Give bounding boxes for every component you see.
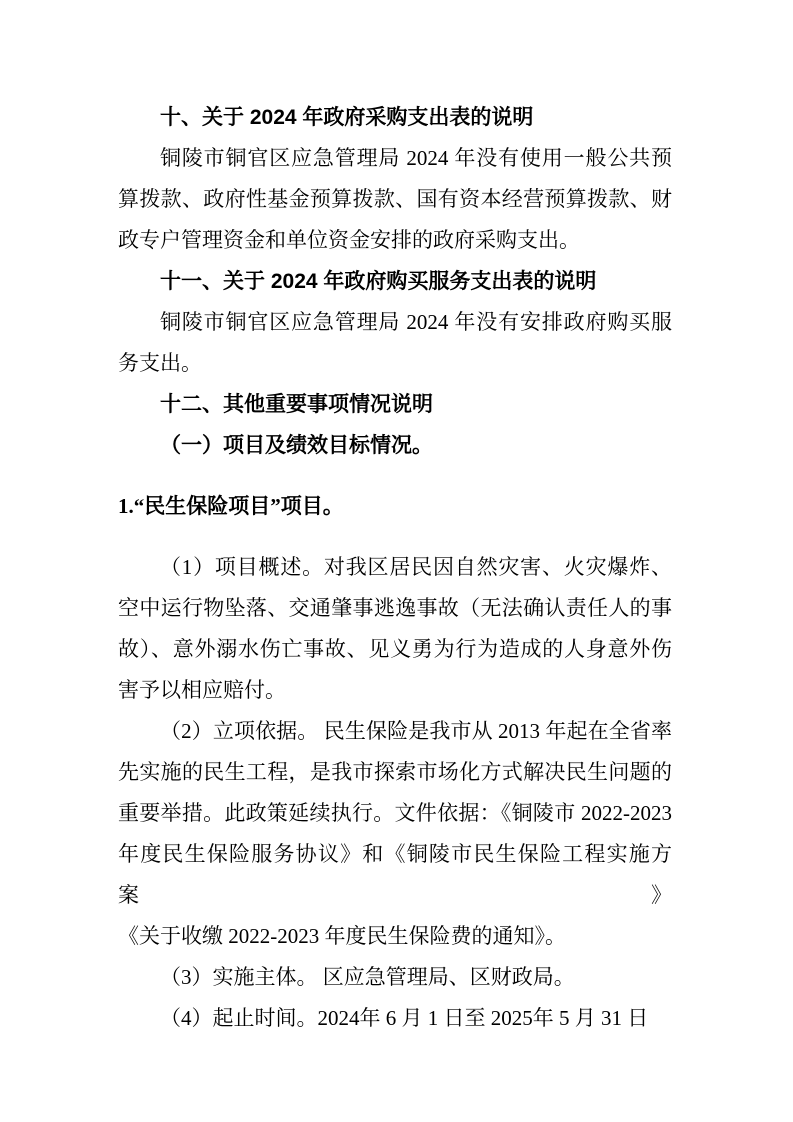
project-item-2-line-5: 《关于收缴 2022-2023 年度民生保险费的通知》。 — [118, 924, 566, 948]
project-item-4-line: （4）起止时间。2024年 6 月 1 日至 2025年 5 月 31 日 — [160, 1006, 649, 1030]
section-12-sub-heading: （一）项目及绩效目标情况。 — [160, 433, 433, 457]
project-item-2-line-1: （2）立项依据。 民生保险是我市从 2013 年起在全省率 — [160, 719, 672, 743]
project-item-2-line-3: 重要举措。此政策延续执行。文件依据：《铜陵市 2022-2023 — [118, 801, 672, 825]
project-item-1-line-3: 故）、意外溺水伤亡事故、见义勇为行为造成的人身意外伤 — [118, 637, 672, 661]
section-12-heading: 十二、其他重要事项情况说明 — [160, 393, 433, 416]
section-10-body-line-1: 铜陵市铜官区应急管理局 2024 年没有使用一般公共预 — [160, 146, 672, 170]
section-10-body-line-3: 政专户管理资金和单位资金安排的政府采购支出。 — [118, 228, 580, 252]
project-item-2-line-4: 年度民生保险服务协议》和《铜陵市民生保险工程实施方案》 — [118, 842, 672, 907]
document-body — [118, 97, 672, 1039]
project-item-1-line-1: （1）项目概述。对我区居民因自然灾害、火灾爆炸、 — [160, 555, 672, 579]
section-11-heading: 十一、关于 2024 年政府购买服务支出表的说明 — [160, 270, 597, 293]
section-11-body-line-1: 铜陵市铜官区应急管理局 2024 年没有安排政府购买服 — [160, 310, 672, 334]
section-11-body-line-2: 务支出。 — [118, 351, 202, 375]
section-10-heading: 十、关于 2024 年政府采购支出表的说明 — [160, 106, 534, 129]
project-item-1-line-2: 空中运行物坠落、交通肇事逃逸事故（无法确认责任人的事 — [118, 596, 672, 620]
project-1-heading: 1.“民生保险项目”项目。 — [118, 494, 344, 518]
project-item-3-line: （3）实施主体。 区应急管理局、区财政局。 — [160, 965, 575, 989]
section-10-body-line-2: 算拨款、政府性基金预算拨款、国有资本经营预算拨款、财 — [118, 187, 672, 211]
project-item-1-line-4: 害予以相应赔付。 — [118, 678, 286, 702]
project-item-2-line-2: 先实施的民生工程，是我市探索市场化方式解决民生问题的 — [118, 760, 672, 784]
